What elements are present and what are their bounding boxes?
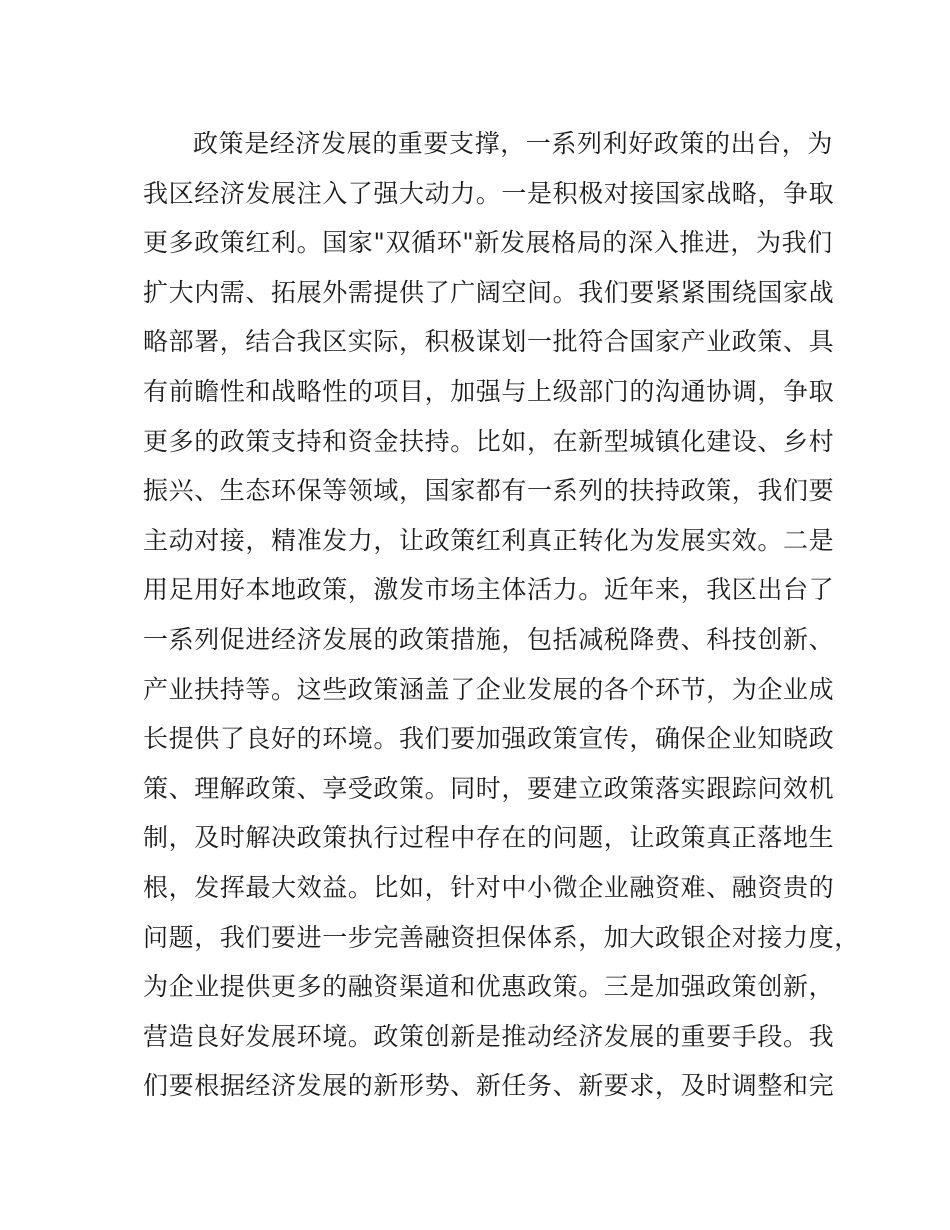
- text-line: 略部署，结合我区实际，积极谋划一批符合国家产业政策、具: [143, 327, 835, 357]
- text-line: 更多政策红利。国家"双循环"新发展格局的深入推进，为我们: [143, 228, 833, 258]
- text-line: 政策是经济发展的重要支撑，一系列利好政策的出台，为: [193, 129, 834, 158]
- text-line: 扩大内需、拓展外需提供了广阔空间。我们要紧紧围绕国家战: [143, 277, 835, 307]
- text-line: 主动对接，精准发力，让政策红利真正转化为发展实效。二是: [143, 525, 835, 555]
- body-paragraph: [143, 124, 860, 1116]
- text-line: 产业扶持等。这些政策涵盖了企业发展的各个环节，为企业成: [143, 674, 835, 704]
- text-line: 长提供了良好的环境。我们要加强政策宣传，确保企业知晓政: [143, 724, 835, 754]
- text-line: 更多的政策支持和资金扶持。比如，在新型城镇化建设、乡村: [143, 426, 835, 456]
- text-line: 根，发挥最大效益。比如，针对中小微企业融资难、融资贵的: [143, 872, 835, 902]
- text-line: 们要根据经济发展的新形势、新任务、新要求，及时调整和完: [143, 1071, 835, 1101]
- text-line: 制，及时解决政策执行过程中存在的问题，让政策真正落地生: [143, 823, 835, 853]
- text-line: 问题，我们要进一步完善融资担保体系，加大政银企对接力度，: [143, 922, 860, 952]
- text-line: 我区经济发展注入了强大动力。一是积极对接国家战略，争取: [143, 178, 835, 208]
- text-line: 用足用好本地政策，激发市场主体活力。近年来，我区出台了: [143, 575, 835, 605]
- text-line: 策、理解政策、享受政策。同时，要建立政策落实跟踪问效机: [143, 773, 835, 803]
- text-line: 营造良好发展环境。政策创新是推动经济发展的重要手段。我: [143, 1021, 835, 1051]
- text-line: 一系列促进经济发展的政策措施，包括减税降费、科技创新、: [143, 624, 835, 654]
- text-line: 为企业提供更多的融资渠道和优惠政策。三是加强政策创新，: [143, 972, 835, 1002]
- text-line: 振兴、生态环保等领域，国家都有一系列的扶持政策，我们要: [143, 476, 835, 506]
- text-line: 有前瞻性和战略性的项目，加强与上级部门的沟通协调，争取: [143, 376, 835, 406]
